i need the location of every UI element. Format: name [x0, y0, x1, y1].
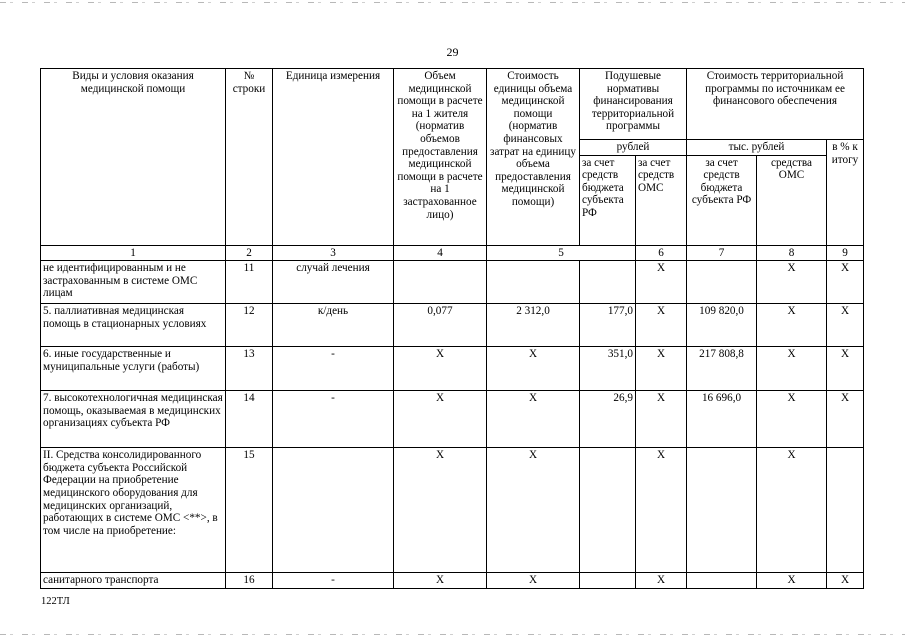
row-percapita-budget — [580, 573, 636, 589]
header-unit: Единица измерения — [273, 69, 394, 246]
row-number: 12 — [226, 304, 273, 347]
row-total-oms: X — [757, 347, 827, 391]
header-program-cost: Стоимость территориальной программы по источникам ее финансового обеспечения — [687, 69, 864, 140]
table-row — [41, 304, 864, 347]
row-percent: X — [827, 347, 864, 391]
col-number: 6 — [636, 245, 687, 261]
row-cost — [487, 261, 580, 304]
header-percent: в % к итогу — [827, 140, 864, 246]
row-name: не идентифицированным и не застрахованным в системе ОМС лицам — [41, 261, 226, 304]
col-number: 3 — [273, 245, 394, 261]
row-unit: - — [273, 347, 394, 391]
row-unit: - — [273, 391, 394, 448]
row-percapita-oms: X — [636, 391, 687, 448]
row-percapita-budget: 26,9 — [580, 391, 636, 448]
row-number: 11 — [226, 261, 273, 304]
header-total-oms: средства ОМС — [757, 155, 827, 245]
row-total-oms: X — [757, 304, 827, 347]
row-cost: X — [487, 347, 580, 391]
row-name: санитарного транспорта — [41, 573, 226, 589]
financing-table — [40, 68, 864, 589]
row-total-budget — [687, 448, 757, 573]
row-total-oms: X — [757, 261, 827, 304]
table-row — [41, 448, 864, 573]
table-row — [41, 573, 864, 589]
row-unit — [273, 448, 394, 573]
row-volume: X — [394, 347, 487, 391]
document-code: 122ТЛ — [41, 596, 70, 607]
row-volume — [394, 261, 487, 304]
row-total-budget — [687, 261, 757, 304]
table-row — [41, 347, 864, 391]
col-number: 2 — [226, 245, 273, 261]
row-total-budget: 217 808,8 — [687, 347, 757, 391]
row-percapita-oms: X — [636, 573, 687, 589]
header-percapita-oms: за счет средств ОМС — [636, 155, 687, 245]
row-percapita-oms: X — [636, 347, 687, 391]
col-number: 5 — [487, 245, 636, 261]
col-number: 1 — [41, 245, 226, 261]
row-total-budget: 16 696,0 — [687, 391, 757, 448]
row-percent — [827, 448, 864, 573]
row-percapita-oms: X — [636, 448, 687, 573]
header-unit-thousand: тыс. рублей — [687, 140, 827, 156]
row-percent: X — [827, 391, 864, 448]
row-volume: X — [394, 391, 487, 448]
scan-artifact-top — [0, 2, 905, 3]
header-unit-rub: рублей — [580, 140, 687, 156]
header-services: Виды и условия оказания медицинской помощи — [41, 69, 226, 246]
col-number: 4 — [394, 245, 487, 261]
row-percapita-oms: X — [636, 304, 687, 347]
row-percapita-budget: 351,0 — [580, 347, 636, 391]
header-percapita-budget: за счет средств бюджета субъекта РФ — [580, 155, 636, 245]
row-total-oms: X — [757, 573, 827, 589]
row-total-budget — [687, 573, 757, 589]
row-number: 15 — [226, 448, 273, 573]
row-unit: случай лечения — [273, 261, 394, 304]
row-cost: X — [487, 391, 580, 448]
row-percapita-budget — [580, 448, 636, 573]
row-total-oms: X — [757, 391, 827, 448]
row-percent: X — [827, 261, 864, 304]
row-number: 14 — [226, 391, 273, 448]
row-unit: - — [273, 573, 394, 589]
header-row-number: № строки — [226, 69, 273, 246]
header-unit-cost: Стоимость единицы объема медицинской помощи (норматив финансовых затрат на единицу объема предоставления медицинской помощи) — [487, 69, 580, 246]
header-total-budget: за счет средств бюджета субъекта РФ — [687, 155, 757, 245]
col-number: 7 — [687, 245, 757, 261]
row-total-budget: 109 820,0 — [687, 304, 757, 347]
page-number: 29 — [446, 45, 459, 59]
row-name: 6. иные государственные и муниципальные услуги (работы) — [41, 347, 226, 391]
row-volume: 0,077 — [394, 304, 487, 347]
row-percapita-oms: X — [636, 261, 687, 304]
table-row — [41, 391, 864, 448]
row-percapita-budget — [580, 261, 636, 304]
row-total-oms: X — [757, 448, 827, 573]
table-row — [41, 261, 864, 304]
row-number: 13 — [226, 347, 273, 391]
row-name: 5. паллиативная медицинская помощь в стационарных условиях — [41, 304, 226, 347]
row-volume: X — [394, 573, 487, 589]
row-cost: X — [487, 573, 580, 589]
header-volume: Объем медицинской помощи в расчете на 1 жителя (норматив объемов предоставления медицинской помощи в расчете на 1 застрахованное лицо) — [394, 69, 487, 246]
scan-artifact-bottom — [0, 634, 905, 635]
col-number: 9 — [827, 245, 864, 261]
row-volume: X — [394, 448, 487, 573]
row-number: 16 — [226, 573, 273, 589]
row-unit: к/день — [273, 304, 394, 347]
row-percapita-budget: 177,0 — [580, 304, 636, 347]
row-cost: X — [487, 448, 580, 573]
row-cost: 2 312,0 — [487, 304, 580, 347]
row-name: II. Средства консолидированного бюджета субъекта Российской Федерации на приобретение медицинского оборудования для медицинских организаций, работающих в системе ОМС <**>, в том числе на приобретение: — [41, 448, 226, 573]
row-percent: X — [827, 573, 864, 589]
row-name: 7. высокотехнологичная медицинская помощь, оказываемая в медицинских организациях субъекта РФ — [41, 391, 226, 448]
header-per-capita: Подушевые нормативы финансирования территориальной программы — [580, 69, 687, 140]
row-percent: X — [827, 304, 864, 347]
col-number: 8 — [757, 245, 827, 261]
